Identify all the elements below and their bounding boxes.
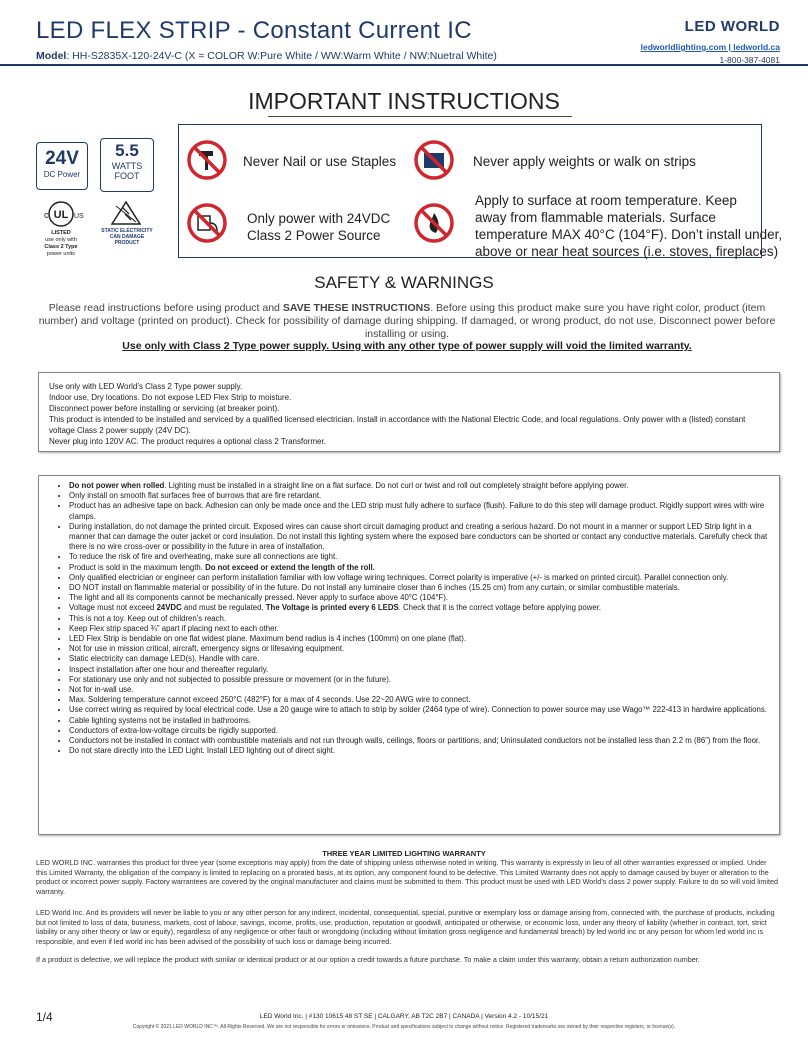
- instruction-text: and must be regulated.: [181, 603, 266, 613]
- warning-power-line-2: Class 2 Power Source: [247, 228, 381, 243]
- instruction-item: [69, 603, 769, 613]
- company-logo: LED WORLD: [684, 18, 780, 35]
- instruction-text: DO NOT install on flammable material or possibility of in the future. Do not install any luminaire closer than 6 inches (15.25 cm) from any curtain, or similar combustible materials.: [69, 583, 680, 593]
- instruction-text: Conductors of extra-low-voltage circuits be rigidly supported.: [69, 725, 278, 735]
- instruction-item: [69, 573, 769, 583]
- static-line-2: CAN DAMAGE: [109, 234, 145, 240]
- instruction-text: Only qualified electrician or engineer can perform installation familiar with low voltage wiring techniques. Correct polarity is imperative (+/- is marked on printed circuit). Parallel connection only.: [69, 572, 729, 582]
- no-weight-icon: [414, 140, 454, 180]
- ul-class: Class 2 Type: [44, 244, 78, 250]
- instruction-text: Do not stare directly into the LED Light. Install LED lighting out of direct sight.: [69, 746, 336, 756]
- ul-power-units: power units: [46, 251, 76, 257]
- power-supply-warning: Use only with Class 2 Type power supply. Using with any other type of power supply will void the limited warranty.: [122, 340, 692, 352]
- instruction-item: [69, 644, 769, 654]
- info-line: Use only with LED World’s Class 2 Type power supply.: [49, 382, 243, 391]
- instruction-text: Voltage must not exceed: [69, 603, 157, 613]
- instruction-item: [69, 614, 769, 624]
- warning-temperature: [475, 192, 782, 260]
- instruction-text: During installation, do not damage the printed circuit. Exposed wires can cause short circuit damaging product and creating a serious hazard. Do not mount in a manner or support LED Strip light in a manner that can damage the outer jacket or cord insulation. Do not install this lighting system where the exposed bare conductors can be shorted or contact any conductive materials. Carefully check that there is no wire cross-over or possibility in the future in area of installation.: [69, 521, 768, 552]
- no-fire-icon: [414, 203, 454, 243]
- model-label: Model: [36, 50, 67, 62]
- safety-title: SAFETY & WARNINGS: [314, 273, 494, 292]
- instruction-text: Not for use in mission critical, aircraft, emergency signs or lifesaving equipment.: [69, 644, 345, 654]
- instruction-emphasis: 24VDC: [156, 603, 182, 613]
- voltage-value: 24V: [45, 148, 79, 169]
- instruction-item: [69, 563, 769, 573]
- website-link[interactable]: ledworldlighting.com | ledworld.ca: [640, 42, 780, 52]
- instruction-item: [69, 675, 769, 685]
- instruction-item: [69, 654, 769, 664]
- ul-listed-icon: [40, 200, 82, 228]
- phone-number: 1-800-387-4081: [719, 55, 780, 65]
- instruction-item: [69, 593, 769, 603]
- instruction-text: Keep Flex strip spaced ¾” apart if placing next to each other.: [69, 623, 279, 633]
- document-title: LED FLEX STRIP - Constant Current IC: [36, 17, 472, 44]
- static-electricity-icon: [110, 200, 142, 226]
- instruction-text: . Check that it is the correct voltage before applying power.: [398, 603, 602, 613]
- instructions-list: [39, 481, 779, 756]
- instruction-text: Max. Soldering temperature cannot exceed 250°C (482°F) for a max of 4 seconds. Use 22~20 AWG wire to connect.: [69, 695, 471, 705]
- instruction-item: [69, 634, 769, 644]
- instruction-emphasis: Do not power when rolled: [69, 481, 165, 490]
- instruction-text: To reduce the risk of fire and overheating, make sure all connections are tight.: [69, 552, 338, 562]
- instruction-text: Conductors not be installed in contact with combustible materials and not run through walls, ceilings, floors or partitions, and; Uninsulated conductors not be installed less than 2.2 m (86”) from the floor.: [69, 736, 761, 746]
- footer-address: LED World Inc. | #130 10615 48 ST SE | CALGARY, AB T2C 2B7 | CANADA | Version 4.2 - 10/15/21: [259, 1013, 549, 1020]
- instruction-item: [69, 552, 769, 562]
- intro-part-1: Please read instructions before using product and: [48, 302, 283, 314]
- instruction-item: [69, 695, 769, 705]
- warranty-paragraph-1: LED WORLD INC. warranties this product for three year (some exceptions may apply) from the date of shipping unless otherwise noted in writing. This warranty is expressly in lieu of all other warranties expressed or implied. Under this Limited Warranty, the obligation of the company is limited to replacing on a prorated basis, at its option, any component found to be defective. This Limited Warranty does not apply to damage caused by buyer or alteration to the product or incorrect power supply. Factory warrantees are covered by the original manufacturer and claims must be submitted to them. This product must be used with LED World’s class 2 power supply. Failure to do so will void limited warranty.: [36, 858, 778, 896]
- instruction-text: Only install on smooth flat surfaces free of burrows that are fire retardant.: [69, 491, 322, 501]
- instruction-item: [69, 665, 769, 675]
- static-line-3: PRODUCT: [114, 240, 140, 246]
- warning-power-line-1: Only power with 24VDC: [247, 211, 391, 226]
- voltage-label: DC Power: [43, 170, 81, 179]
- static-caption: [98, 228, 156, 246]
- instruction-text: LED Flex Strip is bendable on one flat widest plane. Maximum bend radius is 4 inches (100mm) on one plane (flat).: [69, 634, 466, 644]
- instructions-box: [38, 475, 780, 835]
- instruction-item: [69, 726, 769, 736]
- instruction-item: [69, 624, 769, 634]
- info-line: This product is intended to be installed and serviced by a qualified licensed electrician. Install in accordance with the National Electric Code, and local regulations. Only power with a (listed) constant voltage Class 2 power supply (24V DC).: [49, 415, 746, 435]
- svg-text:US: US: [74, 213, 84, 220]
- instruction-text: Static electricity can damage LED(s). Handle with care.: [69, 654, 260, 664]
- warning-temp-line-4: above or near heat sources (i.e. stoves, fireplaces): [475, 244, 779, 259]
- model-line: [36, 50, 497, 62]
- instruction-item: [69, 716, 769, 726]
- warranty-paragraph-2: LED World Inc. And its providers will never be liable to you or any other person for any indirect, incidental, consequential, special, punitive or exemplary loss or damage arising from, connected with, the purchase of products, including but not limited to loss of data, business, markets, cost of labour, savings, income, profits, use, production, reputation or goodwill, anticipated or otherwise, or economic loss, under any theory of liability (whether in contract, tort, strict liability or any other theory or law or equity), regardless of any negligence or other fault or wrongdoing (including without limitation gross negligence and fundamental breach) by led world inc or any person for whom led world inc is responsible, and even if led world inc has been advised of the possibility of such loss or damage being incurred.: [36, 908, 775, 946]
- model-value: : HH-S2835X-120-24V-C (X = COLOR W:Pure White / WW:Warm White / NW:Nuetral White): [66, 50, 497, 62]
- instruction-item: [69, 501, 769, 521]
- warning-temp-line-1: Apply to surface at room temperature. Keep: [475, 193, 737, 208]
- instruction-emphasis: The Voltage is printed every 6 LEDS: [265, 603, 399, 613]
- no-ac-power-icon: [187, 203, 227, 243]
- warning-temp-line-2: away from flammable materials. Surface: [475, 210, 716, 225]
- instruction-text: This is not a toy. Keep out of children’s reach.: [69, 613, 227, 623]
- important-instructions-title: IMPORTANT INSTRUCTIONS: [248, 88, 560, 114]
- footer-copyright: Copyright © 2021 LED WORLD INC™. All Rights Reserved. We are not responsible for errors or omissions. Product and specifications subject to change without notice. Registered trademarks are owned by their respective registers, or license(s).: [132, 1024, 676, 1030]
- instruction-text: Cable lighting systems not be installed in bathrooms.: [69, 715, 252, 725]
- watts-label: WATTS: [111, 161, 143, 171]
- title-underline: [268, 116, 572, 117]
- static-line-1: STATIC ELECTRICITY: [101, 228, 153, 234]
- instruction-text: The light and all its components cannot be mechanically pressed. Never apply to surface above 40°C (104°F).: [69, 593, 448, 603]
- no-nail-icon: [187, 140, 227, 180]
- watts-value: 5.5: [115, 141, 139, 160]
- svg-text:UL: UL: [53, 209, 69, 221]
- warning-no-nail: Never Nail or use Staples: [243, 154, 397, 169]
- page-number: 1/4: [36, 1010, 53, 1024]
- instruction-text: Not for in-wall use.: [69, 685, 134, 695]
- instruction-text: Product is sold in the maximum length.: [69, 562, 206, 572]
- wattage-badge: [100, 138, 154, 192]
- voltage-badge: [36, 142, 88, 190]
- instruction-item: [69, 522, 769, 553]
- warranty-paragraph-3: If a product is defective, we will replace the product with similar or identical product or at our option a credit towards a future purchase. To make a claim under this warranty, obtain a return authorization number.: [36, 955, 700, 964]
- info-line: Disconnect power before installing or servicing (at breaker point).: [49, 404, 280, 413]
- foot-label: FOOT: [114, 171, 140, 181]
- instruction-text: Product has an adhesive tape on back. Adhesion can only be made once and the LED strip must fully adhere to surface (flush). Failure to do this step will damage product. Rigidly support wires with wire clamps.: [69, 501, 765, 521]
- instruction-item: [69, 481, 769, 491]
- instruction-text: Use correct wiring as required by local electrical code. Use a 20 gauge wire to attach to strip by solder (2464 type of wire). Connection to power source may use Wago™ 222-413 in hardwire applications.: [69, 705, 767, 715]
- info-line: Indoor use, Dry locations. Do not expose LED Flex Strip to moisture.: [49, 393, 292, 402]
- warning-power-source: [247, 210, 390, 244]
- ul-listed-label: LISTED: [51, 230, 71, 236]
- instruction-text: . Lighting must be installed in a straight line on a flat surface. Do not curl or twist and roll out completely straight before applying power.: [164, 481, 629, 490]
- ul-caption: [30, 230, 92, 258]
- warranty-title: THREE YEAR LIMITED LIGHTING WARRANTY: [322, 849, 486, 858]
- instruction-emphasis: Do not exceed or extend the length of the roll.: [205, 562, 375, 572]
- instruction-text: Inspect installation after one hour and thereafter regularly.: [69, 664, 269, 674]
- instruction-item: [69, 736, 769, 746]
- instruction-item: [69, 685, 769, 695]
- instruction-item: [69, 705, 769, 715]
- info-box: [38, 372, 780, 452]
- intro-part-2: . Before using this product make sure you have right color, product (item number) and voltage (printed on product). Check for possibility of damage during shipping. If damaged, or wrong product, do not use. Disconnect power before installing or using.: [38, 302, 776, 340]
- instruction-text: For stationary use only and not subjected to possible pressure or movement (or in the future).: [69, 674, 392, 684]
- intro-bold: SAVE THESE INSTRUCTIONS: [282, 302, 431, 314]
- info-line: Never plug into 120V AC. The product requires a optional class 2 Transformer.: [49, 437, 326, 446]
- instruction-item: [69, 746, 769, 756]
- warning-temp-line-3: temperature MAX 40°C (104°F). Don’t install under,: [475, 227, 783, 242]
- instruction-item: [69, 583, 769, 593]
- ul-use-only: use only with: [45, 237, 77, 243]
- warning-no-weight: Never apply weights or walk on strips: [473, 154, 696, 169]
- instruction-item: [69, 491, 769, 501]
- safety-intro: [36, 302, 778, 341]
- svg-text:c: c: [44, 210, 49, 220]
